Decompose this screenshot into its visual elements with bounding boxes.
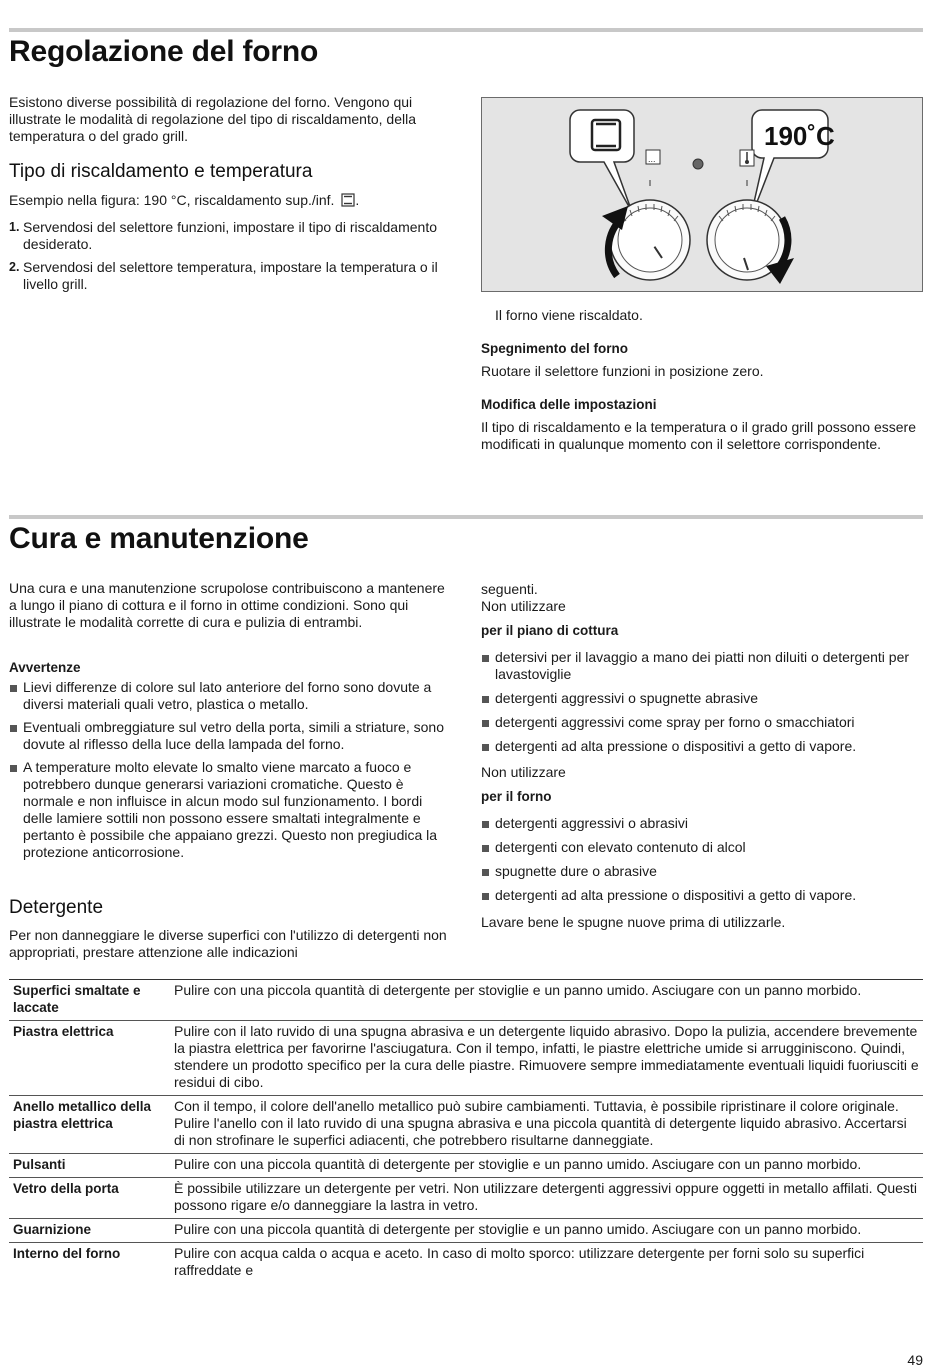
table-row <box>9 1154 923 1178</box>
list-item: detersivi per il lavaggio a mano dei piatti non diluiti o detergenti per lavastoviglie <box>481 649 923 683</box>
surface-cell: Interno del forno <box>9 1243 168 1284</box>
table-row <box>9 1021 923 1096</box>
sponge-note: Lavare bene le spugne nuove prima di utilizzarle. <box>481 914 786 930</box>
section-divider <box>9 515 923 519</box>
intro-paragraph: Esistono diverse possibilità di regolazione del forno. Vengono qui illustrate le modalità di regolazione del tipo di riscaldamento, della temperatura o del grado grill. <box>9 94 417 144</box>
list-item: detergenti ad alta pressione o dispositivi a getto di vapore. <box>481 887 923 904</box>
surface-cell: Pulsanti <box>9 1154 168 1178</box>
section-title: Regolazione del forno <box>9 35 319 68</box>
oven-knobs-illustration <box>482 98 922 291</box>
list-item: detergenti aggressivi o spugnette abrasive <box>481 690 923 707</box>
table-row <box>9 980 923 1021</box>
section-divider <box>9 28 923 32</box>
temperature-label: 190˚C <box>764 121 835 151</box>
surface-cell: Superfici smaltate e laccate <box>9 980 168 1021</box>
function-dots-label: ... <box>648 154 656 164</box>
dont-use-label: Non utilizzare <box>481 598 566 614</box>
modify-heading: Modifica delle impostazioni <box>481 397 657 412</box>
step-item <box>9 259 449 293</box>
instruction-cell: Pulire con una piccola quantità di detergente per stoviglie e un panno umido. Asciugare con un panno morbido. <box>168 1219 923 1243</box>
page-number: 49 <box>907 1352 923 1368</box>
hob-heading: per il piano di cottura <box>481 623 619 638</box>
example-text: Esempio nella figura: 190 °C, riscaldamento sup./inf. <box>9 192 335 208</box>
step-number: 2. <box>9 260 20 274</box>
hob-list <box>481 649 923 755</box>
surface-cell: Anello metallico della piastra elettrica <box>9 1096 168 1154</box>
oven-heading: per il forno <box>481 789 552 804</box>
instruction-cell: Pulire con una piccola quantità di detergente per stoviglie e un panno umido. Asciugare con un panno morbido. <box>168 980 923 1021</box>
top-bottom-heat-icon <box>341 193 355 207</box>
steps-list <box>9 219 449 293</box>
list-item: Lievi differenze di colore sul lato anteriore del forno sono dovute a diversi materiali quali vetro, plastica o metallo. <box>9 679 449 713</box>
off-heading: Spegnimento del forno <box>481 341 628 356</box>
surface-cell: Guarnizione <box>9 1219 168 1243</box>
modify-text: Il tipo di riscaldamento e la temperatura o il grado grill possono essere modificati in qualunque momento con il selettore corrispondente. <box>481 419 917 452</box>
instruction-cell: Pulire con il lato ruvido di una spugna abrasiva e un detergente liquido abrasivo. Dopo la pulizia, accendere brevemente la piastra elettrica per favorirne l'asciugatura. Con il tempo, infatti, le piastre elettriche umide si arrugginiscono. Quindi, stendere un prodotto specifico per la cura delle piastre. Rimuovere sempre immediatamente eventuali liquidi fuoriusciti e residui di cibo. <box>168 1021 923 1096</box>
table-row <box>9 1243 923 1284</box>
result-text: Il forno viene riscaldato. <box>495 307 643 323</box>
table-row <box>9 1178 923 1219</box>
step-number: 1. <box>9 220 20 234</box>
warnings-list <box>9 679 449 861</box>
detergent-heading: Detergente <box>9 897 104 918</box>
list-item: detergenti aggressivi come spray per forno o smacchiatori <box>481 714 923 731</box>
surface-cell: Vetro della porta <box>9 1178 168 1219</box>
instruction-cell: Pulire con una piccola quantità di detergente per stoviglie e un panno umido. Asciugare con un panno morbido. <box>168 1154 923 1178</box>
instruction-cell: Con il tempo, il colore dell'anello metallico può subire cambiamenti. Tuttavia, è possibile ripristinare il colore originale. Pulire l'anello con il lato ruvido di una spugna abrasiva e una piccola quantità di detergente liquido abrasivo. Accertarsi di non strofinare le superfici adiacenti, che potrebbero risultarne danneggiate. <box>168 1096 923 1154</box>
section-title: Cura e manutenzione <box>9 522 309 555</box>
step-text: Servendosi del selettore funzioni, impostare il tipo di riscaldamento desiderato. <box>23 219 437 252</box>
list-item: Eventuali ombreggiature sul vetro della porta, simili a striature, sono dovute al riflesso della luce della lampada del forno. <box>9 719 449 753</box>
step-text: Servendosi del selettore temperatura, impostare la temperatura o il livello grill. <box>23 259 438 292</box>
list-item: A temperature molto elevate lo smalto viene marcato a fuoco e potrebbero dunque generarsi variazioni cromatiche. Questo è normale e non influisce in alcun modo sul funzionamento. I bordi delle lamiere sottili non possono essere smaltati integralmente e pertanto è possibile che appaiano grezzi. Questo non pregiudica la protezione anticorrosione. <box>9 759 449 861</box>
list-item: detergenti con elevato contenuto di alcol <box>481 839 923 856</box>
instruction-cell: È possibile utilizzare un detergente per vetri. Non utilizzare detergenti aggressivi oppure oggetti in metallo affilati. Questi possono rigare e/o danneggiare la lastra in vetro. <box>168 1178 923 1219</box>
list-item: detergenti aggressivi o abrasivi <box>481 815 923 832</box>
table-row <box>9 1219 923 1243</box>
oven-list <box>481 815 923 904</box>
continued-text: seguenti. <box>481 581 538 597</box>
table-row <box>9 1096 923 1154</box>
warnings-heading: Avvertenze <box>9 660 81 675</box>
subsection-title: Tipo di riscaldamento e temperatura <box>9 161 313 182</box>
list-item: detergenti ad alta pressione o dispositivi a getto di vapore. <box>481 738 923 755</box>
off-text: Ruotare il selettore funzioni in posizione zero. <box>481 363 764 379</box>
intro-paragraph: Una cura e una manutenzione scrupolose contribuiscono a mantenere a lungo il piano di cottura e il forno in ottime condizioni. Sono qui illustrate le modalità corrette di cura e pulizia di entrambi. <box>9 580 445 630</box>
detergent-text: Per non danneggiare le diverse superfici con l'utilizzo di detergenti non appropriati, prestare attenzione alle indicazioni <box>9 927 447 960</box>
list-item: spugnette dure o abrasive <box>481 863 923 880</box>
example-line: Esempio nella figura: 190 °C, riscaldamento sup./inf. . <box>9 192 360 208</box>
surface-cell: Piastra elettrica <box>9 1021 168 1096</box>
oven-controls-figure <box>481 97 923 292</box>
step-item <box>9 219 449 253</box>
instruction-cell: Pulire con acqua calda o acqua e aceto. In caso di molto sporco: utilizzare detergente per forni solo su superfici raffreddate e <box>168 1243 923 1284</box>
care-table <box>9 979 923 1283</box>
dont-use-label: Non utilizzare <box>481 764 566 780</box>
